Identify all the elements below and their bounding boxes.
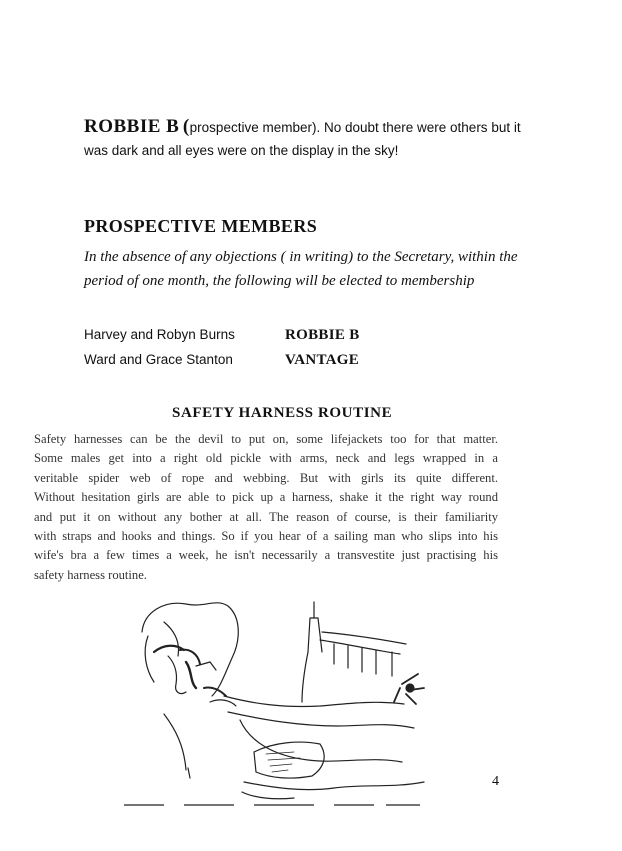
body-line: veritable spider web of rope and webbing. But with girls its quite different. <box>34 470 498 485</box>
boat-name: ROBBIE B <box>84 116 180 137</box>
member-row <box>84 327 384 344</box>
body-line: Some males get into a right old pickle with arms, neck and legs wrapped in a <box>34 451 498 466</box>
member-row <box>84 352 384 369</box>
intro-paragraph <box>84 116 584 162</box>
member-boat: VANTAGE <box>285 352 360 368</box>
safety-harness-body <box>34 430 498 585</box>
desc-line-2: period of one month, the following will be elected to membership <box>84 273 475 289</box>
intro-text-2: was dark and all eyes were on the display in the sky! <box>84 143 399 158</box>
desc-line-1: In the absence of any objections ( in writing) to the Secretary, within the <box>84 249 518 265</box>
safety-harness-title: SAFETY HARNESS ROUTINE <box>172 405 393 421</box>
intro-line-1 <box>84 116 584 140</box>
cartoon-illustration <box>124 592 450 812</box>
prospective-members-description <box>84 245 584 293</box>
body-line: Without hesitation girls are able to pick up a harness, shake it the right way round <box>34 490 498 505</box>
member-names: Ward and Grace Stanton <box>84 352 233 367</box>
paren-open: ( <box>182 116 190 137</box>
member-boat: ROBBIE B <box>285 327 360 343</box>
member-names: Harvey and Robyn Burns <box>84 327 235 342</box>
body-line: wife's bra a few times a week, he isn't necessarily a transvestite just practising his <box>34 548 498 563</box>
body-line: and put it on without any bother at all. The reason of course, is their familiarity <box>34 509 498 524</box>
body-line: safety harness routine. <box>34 567 147 582</box>
bottom-rule <box>124 804 420 806</box>
body-line: Safety harnesses can be the devil to put on, some lifejackets too for that matter. <box>34 432 498 446</box>
intro-text-1: prospective member). No doubt there were others but it <box>189 120 521 135</box>
prospective-members-title: PROSPECTIVE MEMBERS <box>84 216 318 236</box>
page-number: 4 <box>492 774 499 789</box>
body-line: with straps and hooks and things. So if you hear of a sailing man who slips into his <box>34 529 498 544</box>
